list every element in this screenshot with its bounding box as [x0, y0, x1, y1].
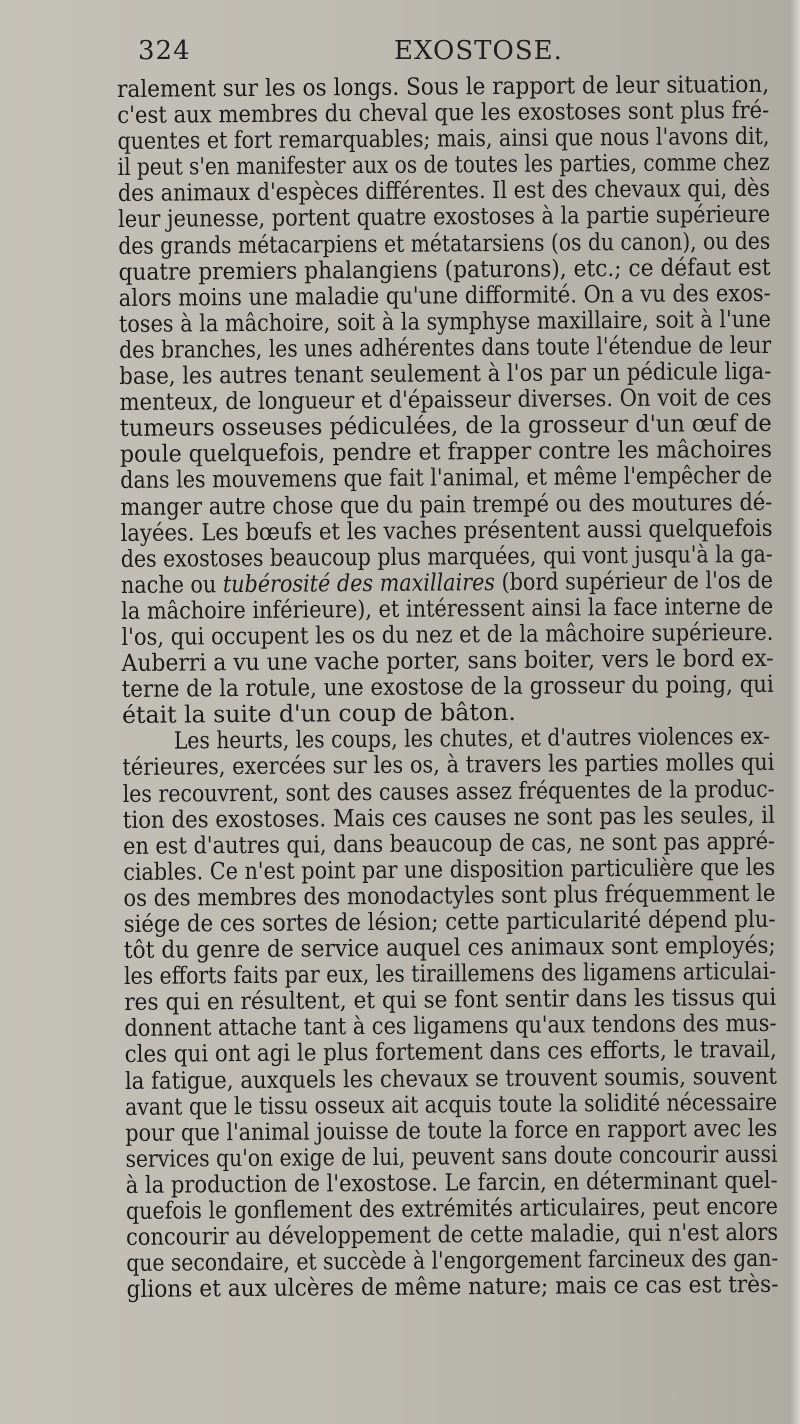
text-line: terne de la rotule, une exostose de la grosseur du poing, qui [121, 670, 774, 704]
text-line: des animaux d'espèces différentes. Il est des chevaux qui, dès [117, 174, 771, 208]
italic-term: tubérosité des maxillaires [222, 567, 496, 598]
text-line: il peut s'en manifester aux os de toutes les parties, comme chez [117, 148, 770, 182]
text-line: quefois le gonflement des extrémités articulaires, peut encore [125, 1191, 779, 1225]
text-line: tion des exostoses. Mais ces causes ne sont pas les seules, il [122, 800, 775, 834]
text-line: dans les mouvemens que fait l'animal, et même l'empêcher de [120, 461, 773, 495]
text-line: à la production de l'exostose. Le farcin, en déterminant quel- [125, 1165, 778, 1199]
text-line: la mâchoire inférieure), et intéressent ainsi la face interne de [121, 591, 774, 625]
text-line: pour que l'animal jouisse de toute la force en rapport avec les [125, 1113, 778, 1147]
text-line: les efforts faits par eux, les tiraillemens des ligamens articulai- [123, 957, 777, 991]
text-line: avant que le tissu osseux ait acquis toute la solidité nécessaire [124, 1087, 778, 1121]
text-line: cles qui ont agi le plus fortement dans ces efforts, le travail, [124, 1035, 777, 1069]
text-line: ciables. Ce n'est point par une disposition particulière que les [123, 852, 776, 886]
text-line: ralement sur les os longs. Sous le rapport de leur situation, [116, 69, 770, 103]
text-line: les recouvrent, sont des causes assez fréquentes de la produc- [122, 774, 775, 808]
text-line: leur jeunesse, portent quatre exostoses à la partie supérieure [118, 200, 771, 234]
text-fragment: nache ou [120, 569, 224, 599]
text-line: concourir au développement de cette maladie, qui n'est alors [126, 1217, 779, 1252]
text-line: tumeurs osseuses pédiculées, de la grosseur d'un œuf de [119, 409, 772, 443]
text-line: layées. Les bœufs et les vaches présentent aussi quelquefois [120, 513, 773, 547]
text-fragment: (bord supérieur de l'os de [494, 565, 774, 596]
paragraph-2 [122, 723, 778, 1302]
text-line: menteux, de longueur et d'épaisseur diverses. On voit de ces [119, 382, 772, 417]
text-line: des branches, les unes adhérentes dans toute l'étendue de leur [119, 330, 772, 364]
text-line: térieures, exercées sur les os, à travers les parties molles qui [122, 748, 775, 782]
text-line: que secondaire, et succède à l'engorgement farcineux des gan- [126, 1244, 779, 1278]
text-line: base, les autres tenant seulement à l'os par un pédicule liga- [119, 356, 772, 391]
page-edge [790, 0, 800, 1424]
text-line: quatre premiers phalangiens (paturons), etc.; ce défaut est [118, 252, 771, 286]
text-line: la fatigue, auxquels les chevaux se trouvent soumis, souvent [124, 1061, 777, 1095]
text-line: en est d'autres qui, dans beaucoup de cas, ne sont pas appré- [122, 826, 776, 860]
text-line: l'os, qui occupent les os du nez et de la mâchoire supérieure. [121, 617, 774, 651]
text-body [117, 71, 779, 1302]
text-line: res qui en résultent, et qui se font sentir dans les tissus qui [124, 983, 777, 1017]
text-line: poule quelquefois, pendre et frapper contre les mâchoires [119, 435, 773, 469]
text-line: services qu'on exige de lui, peuvent sans doute concourir aussi [125, 1139, 778, 1173]
text-line: glions et aux ulcères de même nature; mais ce cas est très- [126, 1270, 779, 1304]
text-line: quentes et fort remarquables; mais, ainsi que nous l'avons dit, [117, 122, 770, 156]
page-number: 324 [138, 36, 191, 66]
text-line-last: était la suite d'un coup de bâton. [121, 698, 516, 730]
text-line: tôt du genre de service auquel ces animaux sont employés; [123, 930, 776, 965]
text-line: toses à la mâchoire, soit à la symphyse maxillaire, soit à l'une [118, 304, 772, 338]
text-line: donnent attache tant à ces ligamens qu'aux tendons des mus- [124, 1009, 777, 1043]
text-line: c'est aux membres du cheval que les exostoses sont plus fré- [117, 95, 770, 130]
text-line: des grands métacarpiens et métatarsiens (os du canon), ou des [118, 226, 771, 260]
text-line: os des membres des monodactyles sont plus fréquemment le [123, 878, 776, 912]
text-line: siége de ces sortes de lésion; cette particularité dépend plu- [123, 904, 776, 938]
text-line: Auberri a vu une vache porter, sans boiter, vers le bord ex- [121, 643, 774, 678]
paragraph-1 [117, 71, 774, 728]
running-head: EXOSTOSE. [394, 36, 563, 66]
text-line: alors moins une maladie qu'une difformité. On a vu des exos- [118, 278, 771, 312]
text-line: manger autre chose que du pain trempé ou des moutures dé- [120, 487, 773, 521]
text-line: des exostoses beaucoup plus marquées, qui vont jusqu'à la ga- [120, 539, 773, 573]
text-line: Les heurts, les coups, les chutes, et d'autres violences ex- [173, 722, 771, 755]
